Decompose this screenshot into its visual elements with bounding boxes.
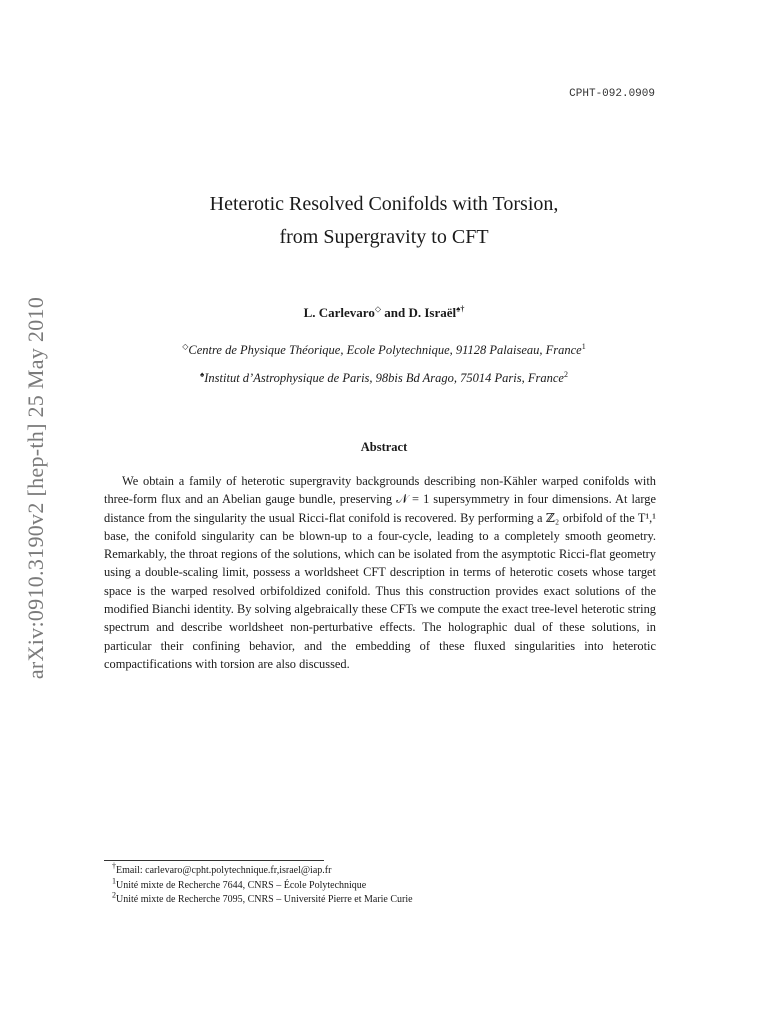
author-list	[0, 305, 768, 321]
footnote-divider	[104, 860, 324, 861]
author-2-mark: ♠†	[456, 304, 465, 314]
footnote-1	[112, 861, 413, 879]
affiliation-2	[0, 371, 768, 386]
affiliation-1-mark: ◇	[182, 341, 189, 351]
footnote-2-text: Unité mixte de Recherche 7644, CNRS – École Polytechnique	[116, 879, 367, 891]
title-line-2: from Supergravity to CFT	[279, 226, 489, 248]
paper-title	[0, 188, 768, 254]
affiliation-1-note: 1	[581, 341, 586, 351]
affiliation-2-text: Institut d’Astrophysique de Paris, 98bis Bd Arago, 75014 Paris, France	[204, 371, 564, 385]
affiliation-2-note: 2	[563, 369, 568, 379]
author-conjunction: and	[381, 305, 409, 320]
footnote-2	[112, 876, 413, 894]
author-1-name: L. Carlevaro	[303, 305, 375, 320]
abstract-heading: Abstract	[360, 440, 408, 454]
footnote-2-mark: 1	[112, 876, 116, 886]
footnote-3-mark: 2	[112, 890, 116, 900]
author-2-name: D. Israël	[408, 305, 457, 320]
author-1-mark: ◇	[374, 304, 381, 314]
affiliation-2-mark: ♠	[200, 369, 205, 379]
arxiv-sidebar	[8, 268, 64, 708]
report-number: CPHT-092.0909	[569, 88, 655, 100]
footnote-1-text: Email: carlevaro@cpht.polytechnique.fr,israel@iap.fr	[116, 865, 332, 876]
affiliation-1-text: Centre de Physique Théorique, Ecole Polytechnique, 91128 Palaiseau, France	[188, 343, 582, 357]
arxiv-identifier: arXiv:0910.3190v2 [hep-th] 25 May 2010	[23, 296, 48, 680]
title-line-1: Heterotic Resolved Conifolds with Torsion,	[209, 193, 559, 215]
footnotes	[112, 861, 413, 908]
footnote-1-mark: †	[112, 861, 116, 871]
abstract-body: We obtain a family of heterotic supergravity backgrounds describing non-Kähler warped conifolds with three-form flux and an Abelian gauge bundle, preserving 𝒩 = 1 supersymmetry in four dimensions. At large distance from the singularity the usual Ricci-flat conifold is recovered. By performing a ℤ₂ orbifold of the T¹,¹ base, the conifold singularity can be blown-up to a four-cycle, leading to a completely smooth geometry. Remarkably, the throat regions of the solutions, which can be isolated from the asymptotic Ricci-flat geometry using a double-scaling limit, possess a worldsheet CFT description in terms of heterotic cosets whose target space is the warped resolved orbifoldized conifold. Thus this construction provides exact solutions of the modified Bianchi identity. By solving algebraically these CFTs we compute the exact tree-level heterotic string spectrum and describe worldsheet non-perturbative effects. The holographic dual of these solutions, in particular their confining behavior, and the embedding of these fluxed singularities into heterotic compactifications with torsion are also discussed.	[104, 474, 656, 671]
footnote-3-text: Unité mixte de Recherche 7095, CNRS – Université Pierre et Marie Curie	[116, 894, 413, 905]
footnote-3	[112, 890, 413, 908]
affiliation-1	[0, 343, 768, 358]
